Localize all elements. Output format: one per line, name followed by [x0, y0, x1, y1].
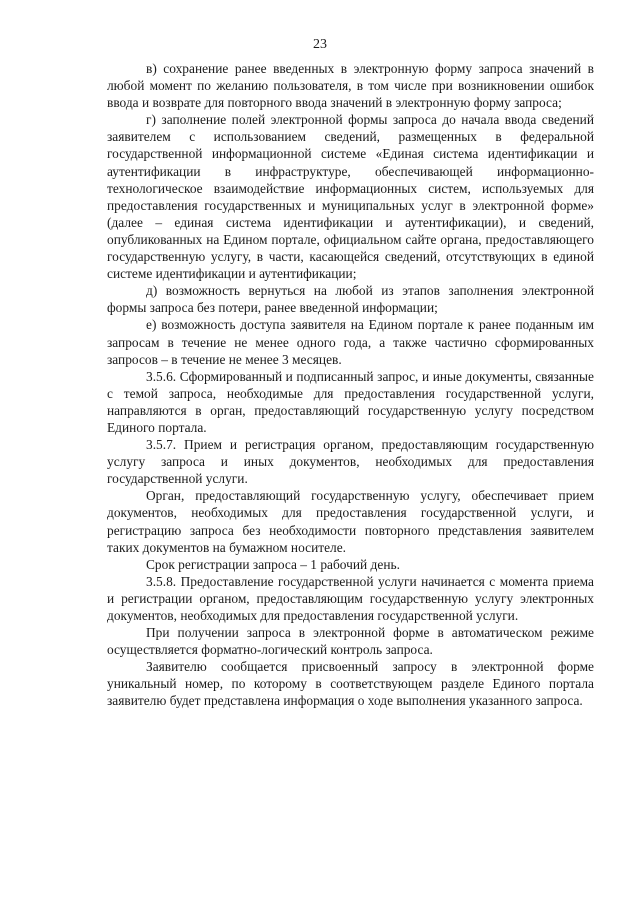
- paragraph-item-g: г) заполнение полей электронной формы запроса до начала ввода сведений заявителем с использованием сведений, размещенных в федеральной государственной информационной системе «Единая система идентификации и аутентификации в инфраструктуре, обеспечивающей информационно-технологическое взаимодействие информационных систем, используемых для предоставления государственных и муниципальных услуг в электронной форме» (далее – единая система идентификации и аутентификации), и сведений, опубликованных на Едином портале, официальном сайте органа, предоставляющего государственную услугу, в части, касающейся сведений, отсутствующих в единой системе идентификации и аутентификации;: [107, 112, 594, 282]
- paragraph-3-5-6: 3.5.6. Сформированный и подписанный запрос, и иные документы, связанные с темой запроса, необходимые для предоставления государственной услуги, направляются в орган, предоставляющий государственную услугу посредством Единого портала.: [107, 368, 594, 435]
- paragraph-item-v: в) сохранение ранее введенных в электронную форму запроса значений в любой момент по желанию пользователя, в том числе при возникновении ошибок ввода и возврате для повторного ввода значений в электронную форму запроса;: [107, 61, 594, 111]
- paragraph-unique-number: Заявителю сообщается присвоенный запросу в электронной форме уникальный номер, по которому в соответствующем разделе Единого портала заявителю будет представлена информация о ходе выполнения указанного запроса.: [107, 659, 594, 709]
- page-number: 23: [313, 37, 327, 52]
- paragraph-3-5-7: 3.5.7. Прием и регистрация органом, предоставляющим государственную услугу запроса и иных документов, необходимых для предоставления государственной услуги.: [107, 437, 594, 487]
- paragraph-3-5-8: 3.5.8. Предоставление государственной услуги начинается с момента приема и регистрации органом, предоставляющим государственную услугу электронных документов, необходимых для предоставления государственной услуги.: [107, 573, 594, 623]
- paragraph-registration-term: Срок регистрации запроса – 1 рабочий день.: [146, 556, 400, 572]
- paragraph-item-d: д) возможность вернуться на любой из этапов заполнения электронной формы запроса без потери, ранее введенной информации;: [107, 283, 594, 316]
- paragraph-format-control: При получении запроса в электронной форме в автоматическом режиме осуществляется форматно-логический контроль запроса.: [107, 625, 594, 658]
- document-body: [107, 60, 594, 710]
- paragraph-intake: Орган, предоставляющий государственную услугу, обеспечивает прием документов, необходимых для предоставления государственной услуги, и регистрацию запроса без необходимости повторного представления заявителем таких документов на бумажном носителе.: [107, 488, 594, 555]
- paragraph-item-e: е) возможность доступа заявителя на Едином портале к ранее поданным им запросам в течение не менее одного года, а также частично сформированных запросов – в течение не менее 3 месяцев.: [107, 317, 594, 367]
